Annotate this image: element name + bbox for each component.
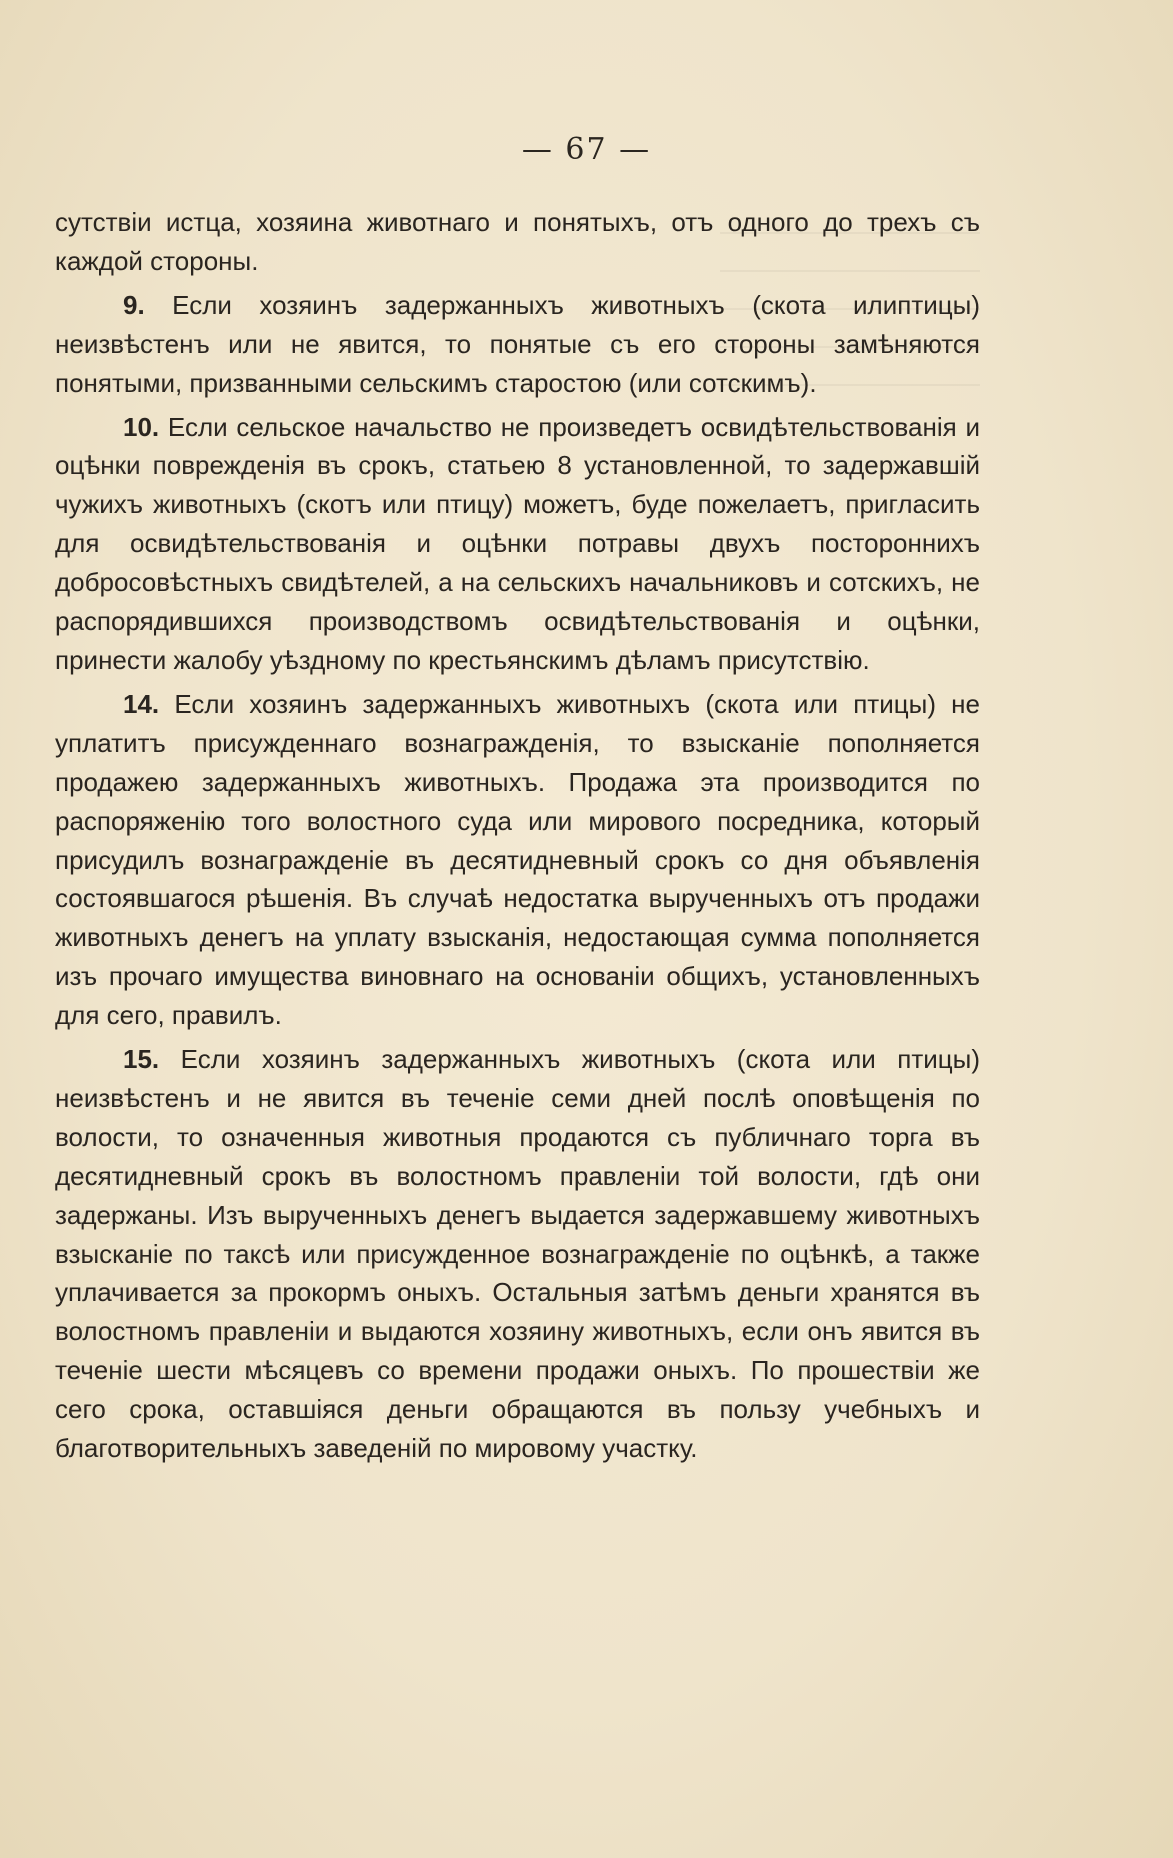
paragraph-text: Если хозяинъ задержанныхъ животныхъ (скота или птицы) не уплатитъ присужденнаго вознагражденія, то взысканіе пополняется продажею задержанныхъ животныхъ. Продажа эта производится по распоряженію того волостного суда или мирового посредника, который присудилъ вознагражденіе въ десятидневный срокъ со дня объявленія состоявшагося рѣшенія. Въ случаѣ недостатка вырученныхъ отъ продажи животныхъ денегъ на уплату взысканія, недостающая сумма пополняется изъ прочаго имущества виновнаго на основаніи общихъ, установленныхъ для сего, правилъ. (55, 688, 980, 1031)
paragraph-article-9 (55, 286, 980, 403)
paragraph-text: Если сельское начальство не произведетъ освидѣтельствованія и оцѣнки поврежденія въ срокъ, статьею 8 установленной, то задержавшій чужихъ животныхъ (скотъ или птицу) можетъ, буде пожелаетъ, пригласить для освидѣтельствованія и оцѣнки потравы двухъ постороннихъ добросовѣстныхъ свидѣтелей, а на сельскихъ начальниковъ и сотскихъ, не распорядившихся производствомъ освидѣтельствованія и оцѣнки, принести жалобу уѣздному по крестьянскимъ дѣламъ присутствію. (55, 411, 980, 675)
paragraph-article-10 (55, 408, 980, 680)
article-number: 9. (123, 289, 145, 320)
paragraph-text: сутствіи истца, хозяина животнаго и понятыхъ, отъ одного до трехъ съ каждой стороны. (55, 207, 980, 276)
paragraph-text: Если хозяинъ задержанныхъ животныхъ (скота илиптицы) неизвѣстенъ или не явится, то понятые съ его стороны замѣняются понятыми, призванными сельскимъ старостою (или сотскимъ). (55, 289, 980, 398)
page-number: — 67 — (521, 132, 652, 167)
paragraph-continuation (55, 203, 980, 281)
paragraph-article-14 (55, 685, 980, 1035)
body-text (55, 203, 980, 1468)
article-number: 14. (123, 688, 160, 719)
article-number: 15. (123, 1044, 160, 1075)
paragraph-text: Если хозяинъ задержанныхъ животныхъ (скота или птицы) неизвѣстенъ и не явится въ теченіе семи дней послѣ оповѣщенія по волости, то означенныя животныя продаются съ публичнаго торга въ десятидневный срокъ въ волостномъ правленіи той волости, гдѣ они задержаны. Изъ вырученныхъ денегъ выдается задержавшему животныхъ взысканіе по таксѣ или присужденное вознагражденіе по оцѣнкѣ, а также уплачивается за прокормъ оныхъ. Остальныя затѣмъ деньги хранятся въ волостномъ правленіи и выдаются хозяину животныхъ, если онъ явится въ теченіе шести мѣсяцевъ со времени продажи оныхъ. По прошествіи же сего срока, оставшіяся деньги обращаются въ пользу учебныхъ и благотворительныхъ заведеній по мировому участку. (55, 1044, 980, 1464)
paragraph-article-15 (55, 1040, 980, 1468)
article-number: 10. (123, 411, 160, 442)
